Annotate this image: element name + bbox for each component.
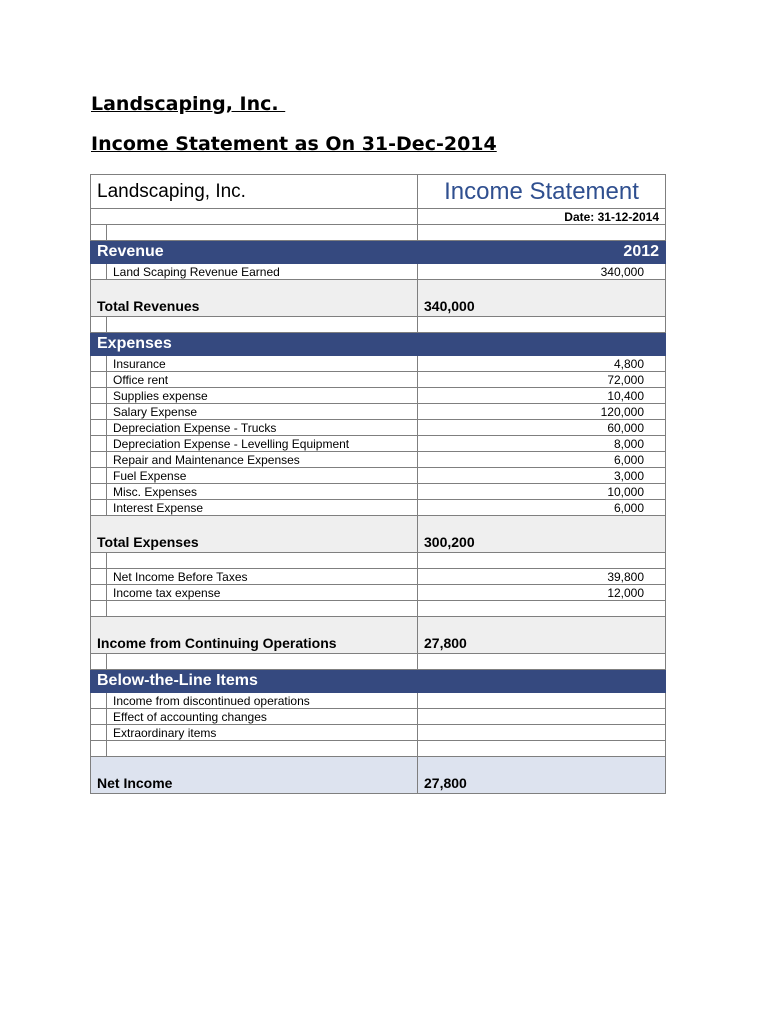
line-item-label: Income tax expense — [107, 585, 418, 601]
expense-item-row — [91, 356, 666, 372]
empty-cell — [418, 333, 666, 356]
empty-cell — [107, 225, 418, 241]
company-heading: Landscaping, Inc. — [91, 93, 286, 115]
expenses-section-label: Expenses — [91, 333, 418, 356]
empty-cell — [418, 317, 666, 333]
table-statement-title: Income Statement — [418, 175, 666, 209]
indent-cell — [91, 356, 107, 372]
indent-cell — [91, 569, 107, 585]
empty-cell — [418, 654, 666, 670]
empty-cell — [418, 601, 666, 617]
blank-row — [91, 225, 666, 241]
indent-cell — [91, 264, 107, 280]
line-item-label: Salary Expense — [107, 404, 418, 420]
line-item-label: Depreciation Expense - Trucks — [107, 420, 418, 436]
pre-tax-item-row — [91, 585, 666, 601]
line-item-label: Net Income Before Taxes — [107, 569, 418, 585]
line-item-value — [418, 725, 666, 741]
below-line-section-header — [91, 670, 666, 693]
indent-cell — [91, 452, 107, 468]
line-item-label: Effect of accounting changes — [107, 709, 418, 725]
empty-cell — [418, 741, 666, 757]
line-item-label: Depreciation Expense - Levelling Equipment — [107, 436, 418, 452]
below-line-item-row — [91, 709, 666, 725]
total-revenues-row — [91, 280, 666, 317]
empty-cell — [418, 553, 666, 569]
continuing-operations-row — [91, 617, 666, 654]
empty-cell — [107, 741, 418, 757]
indent-cell — [91, 500, 107, 516]
blank-row — [91, 601, 666, 617]
indent-cell — [91, 553, 107, 569]
empty-cell — [107, 317, 418, 333]
indent-cell — [91, 317, 107, 333]
expense-item-row — [91, 468, 666, 484]
line-item-value: 60,000 — [418, 420, 666, 436]
blank-row — [91, 317, 666, 333]
line-item-label: Insurance — [107, 356, 418, 372]
year-label: 2012 — [418, 241, 666, 264]
expenses-section-header — [91, 333, 666, 356]
statement-date: Date: 31-12-2014 — [418, 209, 666, 225]
blank-row — [91, 741, 666, 757]
line-item-value: 10,000 — [418, 484, 666, 500]
indent-cell — [91, 654, 107, 670]
indent-cell — [91, 404, 107, 420]
indent-cell — [91, 601, 107, 617]
expense-item-row — [91, 436, 666, 452]
below-line-item-row — [91, 693, 666, 709]
net-income-label: Net Income — [91, 757, 418, 794]
indent-cell — [91, 436, 107, 452]
line-item-value: 8,000 — [418, 436, 666, 452]
empty-cell — [418, 225, 666, 241]
line-item-value: 39,800 — [418, 569, 666, 585]
indent-cell — [91, 468, 107, 484]
indent-cell — [91, 484, 107, 500]
line-item-value — [418, 693, 666, 709]
below-line-item-row — [91, 725, 666, 741]
statement-title-row — [91, 175, 666, 209]
income-statement-body — [91, 175, 666, 794]
indent-cell — [91, 420, 107, 436]
indent-cell — [91, 372, 107, 388]
line-item-value: 6,000 — [418, 452, 666, 468]
line-item-value: 120,000 — [418, 404, 666, 420]
table-company-name: Landscaping, Inc. — [91, 175, 418, 209]
total-expenses-value: 300,200 — [418, 516, 666, 553]
line-item-value: 340,000 — [418, 264, 666, 280]
line-item-value: 12,000 — [418, 585, 666, 601]
line-item-value: 10,400 — [418, 388, 666, 404]
revenue-section-label: Revenue — [91, 241, 418, 264]
total-expenses-label: Total Expenses — [91, 516, 418, 553]
expense-item-row — [91, 452, 666, 468]
total-revenues-value: 340,000 — [418, 280, 666, 317]
indent-cell — [91, 709, 107, 725]
total-expenses-row — [91, 516, 666, 553]
below-line-section-label: Below-the-Line Items — [91, 670, 418, 693]
line-item-value: 4,800 — [418, 356, 666, 372]
blank-row — [91, 553, 666, 569]
indent-cell — [91, 388, 107, 404]
expense-item-row — [91, 420, 666, 436]
indent-cell — [91, 225, 107, 241]
expense-item-row — [91, 484, 666, 500]
expense-item-row — [91, 404, 666, 420]
continuing-operations-label: Income from Continuing Operations — [91, 617, 418, 654]
income-statement-table — [90, 174, 666, 794]
line-item-value: 72,000 — [418, 372, 666, 388]
indent-cell — [91, 741, 107, 757]
continuing-operations-value: 27,800 — [418, 617, 666, 654]
expense-item-row — [91, 372, 666, 388]
date-row-spacer — [91, 209, 418, 225]
net-income-row — [91, 757, 666, 794]
empty-cell — [107, 553, 418, 569]
statement-heading: Income Statement as On 31-Dec-2014 — [91, 133, 497, 155]
line-item-label: Fuel Expense — [107, 468, 418, 484]
total-revenues-label: Total Revenues — [91, 280, 418, 317]
indent-cell — [91, 725, 107, 741]
line-item-label: Misc. Expenses — [107, 484, 418, 500]
date-row — [91, 209, 666, 225]
line-item-value: 6,000 — [418, 500, 666, 516]
line-item-value: 3,000 — [418, 468, 666, 484]
line-item-label: Supplies expense — [107, 388, 418, 404]
empty-cell — [107, 654, 418, 670]
revenue-section-header — [91, 241, 666, 264]
empty-cell — [418, 670, 666, 693]
blank-row — [91, 654, 666, 670]
net-income-value: 27,800 — [418, 757, 666, 794]
line-item-label: Land Scaping Revenue Earned — [107, 264, 418, 280]
line-item-label: Office rent — [107, 372, 418, 388]
expense-item-row — [91, 388, 666, 404]
expense-item-row — [91, 500, 666, 516]
line-item-value — [418, 709, 666, 725]
pre-tax-item-row — [91, 569, 666, 585]
line-item-label: Repair and Maintenance Expenses — [107, 452, 418, 468]
line-item-label: Interest Expense — [107, 500, 418, 516]
line-item-label: Income from discontinued operations — [107, 693, 418, 709]
revenue-item-row — [91, 264, 666, 280]
indent-cell — [91, 693, 107, 709]
indent-cell — [91, 585, 107, 601]
line-item-label: Extraordinary items — [107, 725, 418, 741]
empty-cell — [107, 601, 418, 617]
